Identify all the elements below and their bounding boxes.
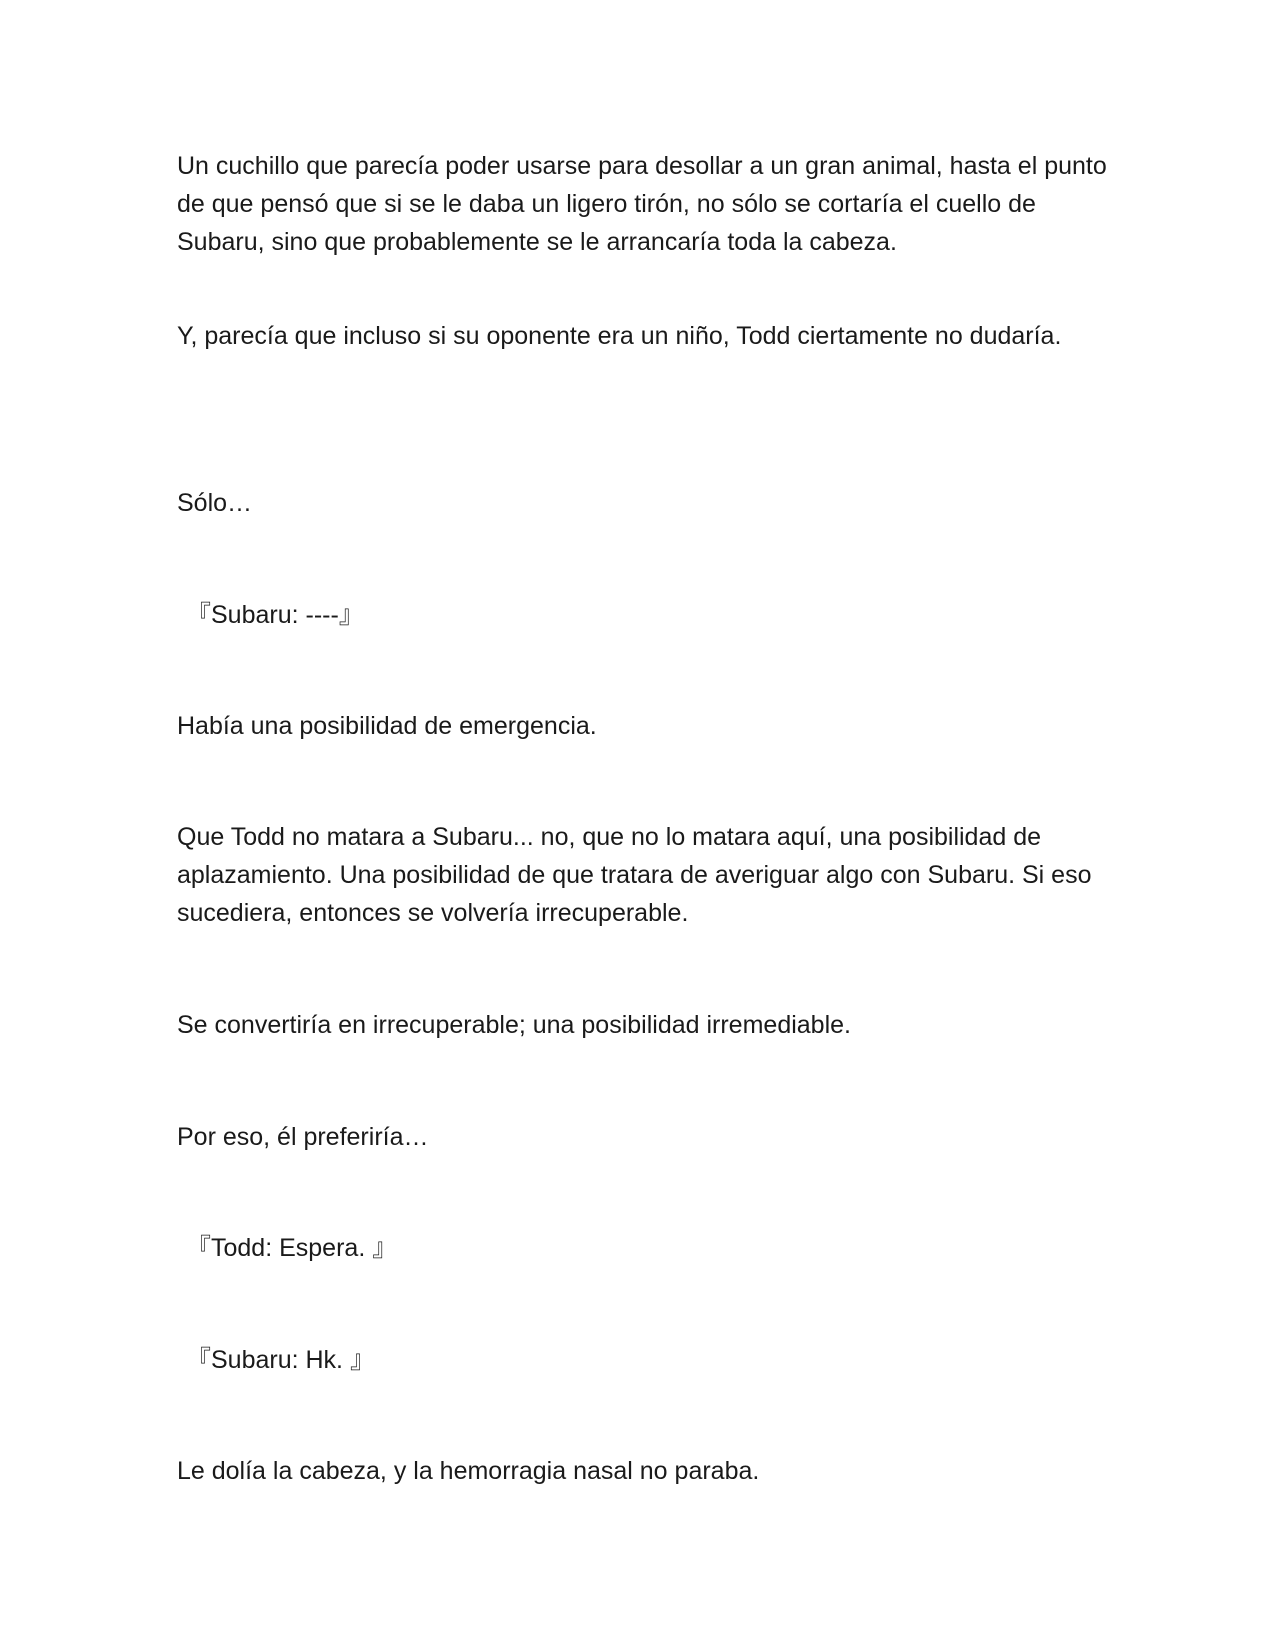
- paragraph-nosebleed: Le dolía la cabeza, y la hemorragia nasal no paraba.: [177, 1457, 760, 1485]
- dialogue-subaru-hk: 『Subaru: Hk. 』: [186, 1346, 375, 1374]
- paragraph-prefer: Por eso, él preferiría…: [177, 1123, 429, 1151]
- paragraph-knife: Un cuchillo que parecía poder usarse para desollar a un gran animal, hasta el punto de que pensó que si se le daba un ligero tirón, no sólo se cortaría el cuello de Subaru, sino que probablemente se le arrancaría toda la cabeza.: [177, 152, 1107, 256]
- paragraph-solo: Sólo…: [177, 489, 253, 517]
- dialogue-subaru-silence: 『Subaru: ----』: [186, 601, 364, 629]
- paragraph-todd-hesitate: Y, parecía que incluso si su oponente era un niño, Todd ciertamente no dudaría.: [177, 322, 1062, 350]
- dialogue-todd-wait: 『Todd: Espera. 』: [186, 1234, 398, 1262]
- paragraph-postponement: Que Todd no matara a Subaru... no, que no lo matara aquí, una posibilidad de aplazamiento. Una posibilidad de que tratara de averiguar algo con Subaru. Si eso sucediera, entonces se volvería irrecuperable.: [177, 823, 1092, 927]
- paragraph-emergency: Había una posibilidad de emergencia.: [177, 712, 597, 740]
- paragraph-irremediable: Se convertiría en irrecuperable; una posibilidad irremediable.: [177, 1011, 851, 1039]
